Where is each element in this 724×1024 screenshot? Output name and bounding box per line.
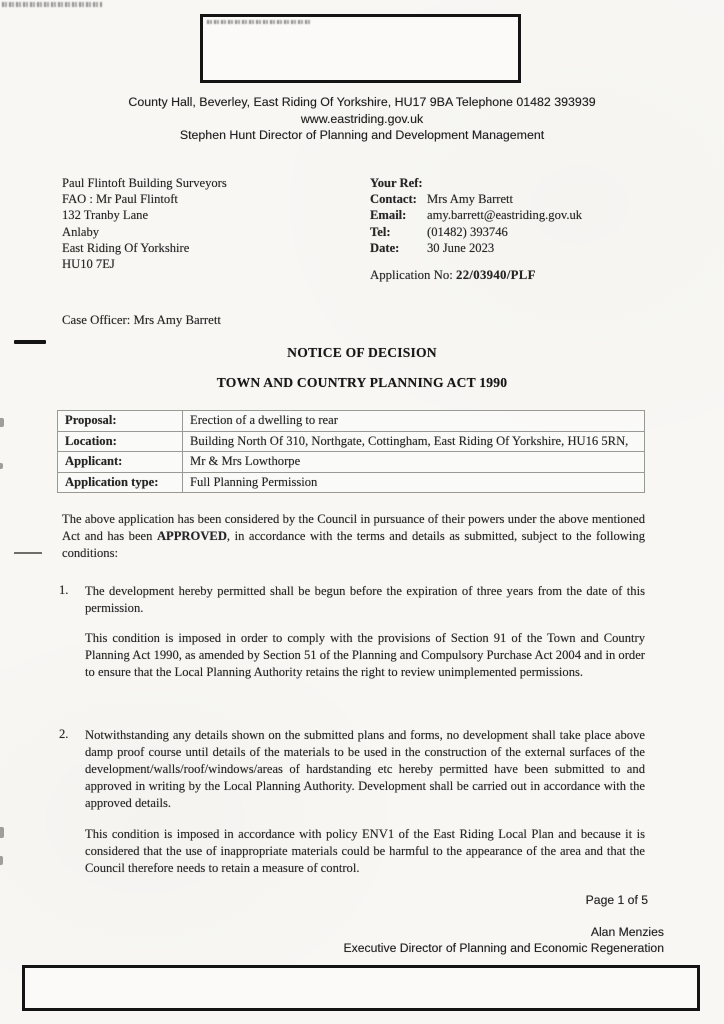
council-logo-box [200, 14, 521, 83]
contact-row [370, 191, 582, 207]
table-row [58, 472, 645, 493]
letterhead-director: Stephen Hunt Director of Planning and Development Management [179, 128, 545, 142]
decision-text-before: The above application has been considered by the Council in pursuance of their powers under the above mentioned Act and has been [62, 512, 645, 543]
scan-edge-artifact [0, 463, 3, 469]
notice-of-decision-title: NOTICE OF DECISION [287, 345, 437, 360]
illegible-print-header [2, 2, 102, 7]
margin-fold-mark [14, 340, 46, 344]
row-label: Location: [58, 431, 183, 452]
tel-row [370, 224, 582, 240]
decision-text-after: , in accordance with the terms and details as submitted, subject to the following conditions: [62, 529, 645, 560]
row-value: Erection of a dwelling to rear [183, 411, 645, 432]
letterhead-address: County Hall, Beverley, East Riding Of Yorkshire, HU17 9BA Telephone 01482 393939 [128, 95, 596, 109]
margin-fold-mark-faint [14, 552, 42, 554]
row-value: Building North Of 310, Northgate, Cottingham, East Riding Of Yorkshire, HU16 5RN, [183, 431, 645, 452]
contact-value: Mrs Amy Barrett [427, 192, 514, 207]
letterhead [0, 94, 724, 144]
recipient-line: Paul Flintoft Building Surveyors [62, 176, 227, 190]
row-value: Full Planning Permission [183, 472, 645, 493]
reference-block [370, 175, 582, 256]
signature-block [344, 925, 664, 956]
recipient-line: Anlaby [62, 224, 100, 239]
row-label: Application type: [58, 472, 183, 493]
recipient-line: HU10 7EJ [62, 257, 115, 272]
application-number-line [370, 268, 536, 283]
table-row [58, 411, 645, 432]
email-row [370, 207, 582, 223]
recipient-line: FAO : Mr Paul Flintoft [62, 192, 178, 207]
recipient-line: East Riding Of Yorkshire [62, 240, 190, 255]
application-number-value: 22/03940/PLF [456, 268, 536, 282]
condition-2-reason: This condition is imposed in accordance with policy ENV1 of the East Riding Local Plan and because it is considered that the use of inappropriate materials could be harmful to the appearance of the area and that the Council therefore needs to retain a measure of control. [85, 827, 645, 875]
condition-1-number: 1. [59, 583, 69, 597]
date-value: 30 June 2023 [427, 240, 495, 255]
date-row [370, 240, 582, 256]
scan-edge-artifact [0, 418, 4, 427]
row-value: Mr & Mrs Lowthorpe [183, 452, 645, 473]
condition-1-reason: This condition is imposed in order to comply with the provisions of Section 91 of the Town and Country Planning Act 1990, as amended by Section 51 of the Planning and Compulsory Purchase Act 2004 and in order to ensure that the Local Planning Authority retains the right to review unimplemented permissions. [85, 631, 645, 679]
condition-1-text: The development hereby permitted shall be begun before the expiration of three years from the date of this permission. [85, 584, 645, 615]
your-ref-label: Your Ref: [370, 176, 423, 190]
email-value: amy.barrett@eastriding.gov.uk [427, 208, 583, 223]
contact-label: Contact: [370, 192, 417, 207]
row-label: Proposal: [58, 411, 183, 432]
page-number: Page 1 of 5 [585, 893, 648, 907]
planning-act-title: TOWN AND COUNTRY PLANNING ACT 1990 [216, 375, 508, 390]
decision-paragraph [62, 511, 645, 562]
date-label: Date: [370, 240, 400, 255]
footer-empty-box [22, 965, 700, 1011]
application-number-label: Application No: [370, 268, 457, 282]
recipient-address-block [62, 175, 227, 272]
tel-value: (01482) 393746 [427, 224, 508, 239]
row-label: Applicant: [58, 452, 183, 473]
table-row [58, 431, 645, 452]
letterhead-website: www.eastriding.gov.uk [300, 111, 424, 126]
tel-label: Tel: [370, 224, 391, 239]
application-details-table [57, 410, 645, 493]
condition-2-number: 2. [59, 727, 69, 741]
signatory-title: Executive Director of Planning and Economic Regeneration [343, 940, 664, 955]
your-ref-row [370, 175, 582, 191]
scan-edge-artifact [0, 856, 3, 865]
illegible-logo-caption [207, 20, 310, 24]
case-officer-line: Case Officer: Mrs Amy Barrett [62, 313, 221, 327]
condition-2-text: Notwithstanding any details shown on the submitted plans and forms, no development shall take place above damp proof course until details of the materials to be used in the construction of the external surfaces of the development/walls/roof/windows/areas of hardstanding etc hereby permitted have been submitted to and approved in writing by the Local Planning Authority. Development shall be carried out in accordance with the approved details. [85, 728, 645, 810]
scan-edge-artifact [0, 827, 4, 838]
signatory-name: Alan Menzies [590, 925, 664, 939]
table-row [58, 452, 645, 473]
approved-emphasis: APPROVED [156, 529, 227, 543]
email-label: Email: [370, 208, 407, 223]
recipient-line: 132 Tranby Lane [62, 208, 149, 223]
